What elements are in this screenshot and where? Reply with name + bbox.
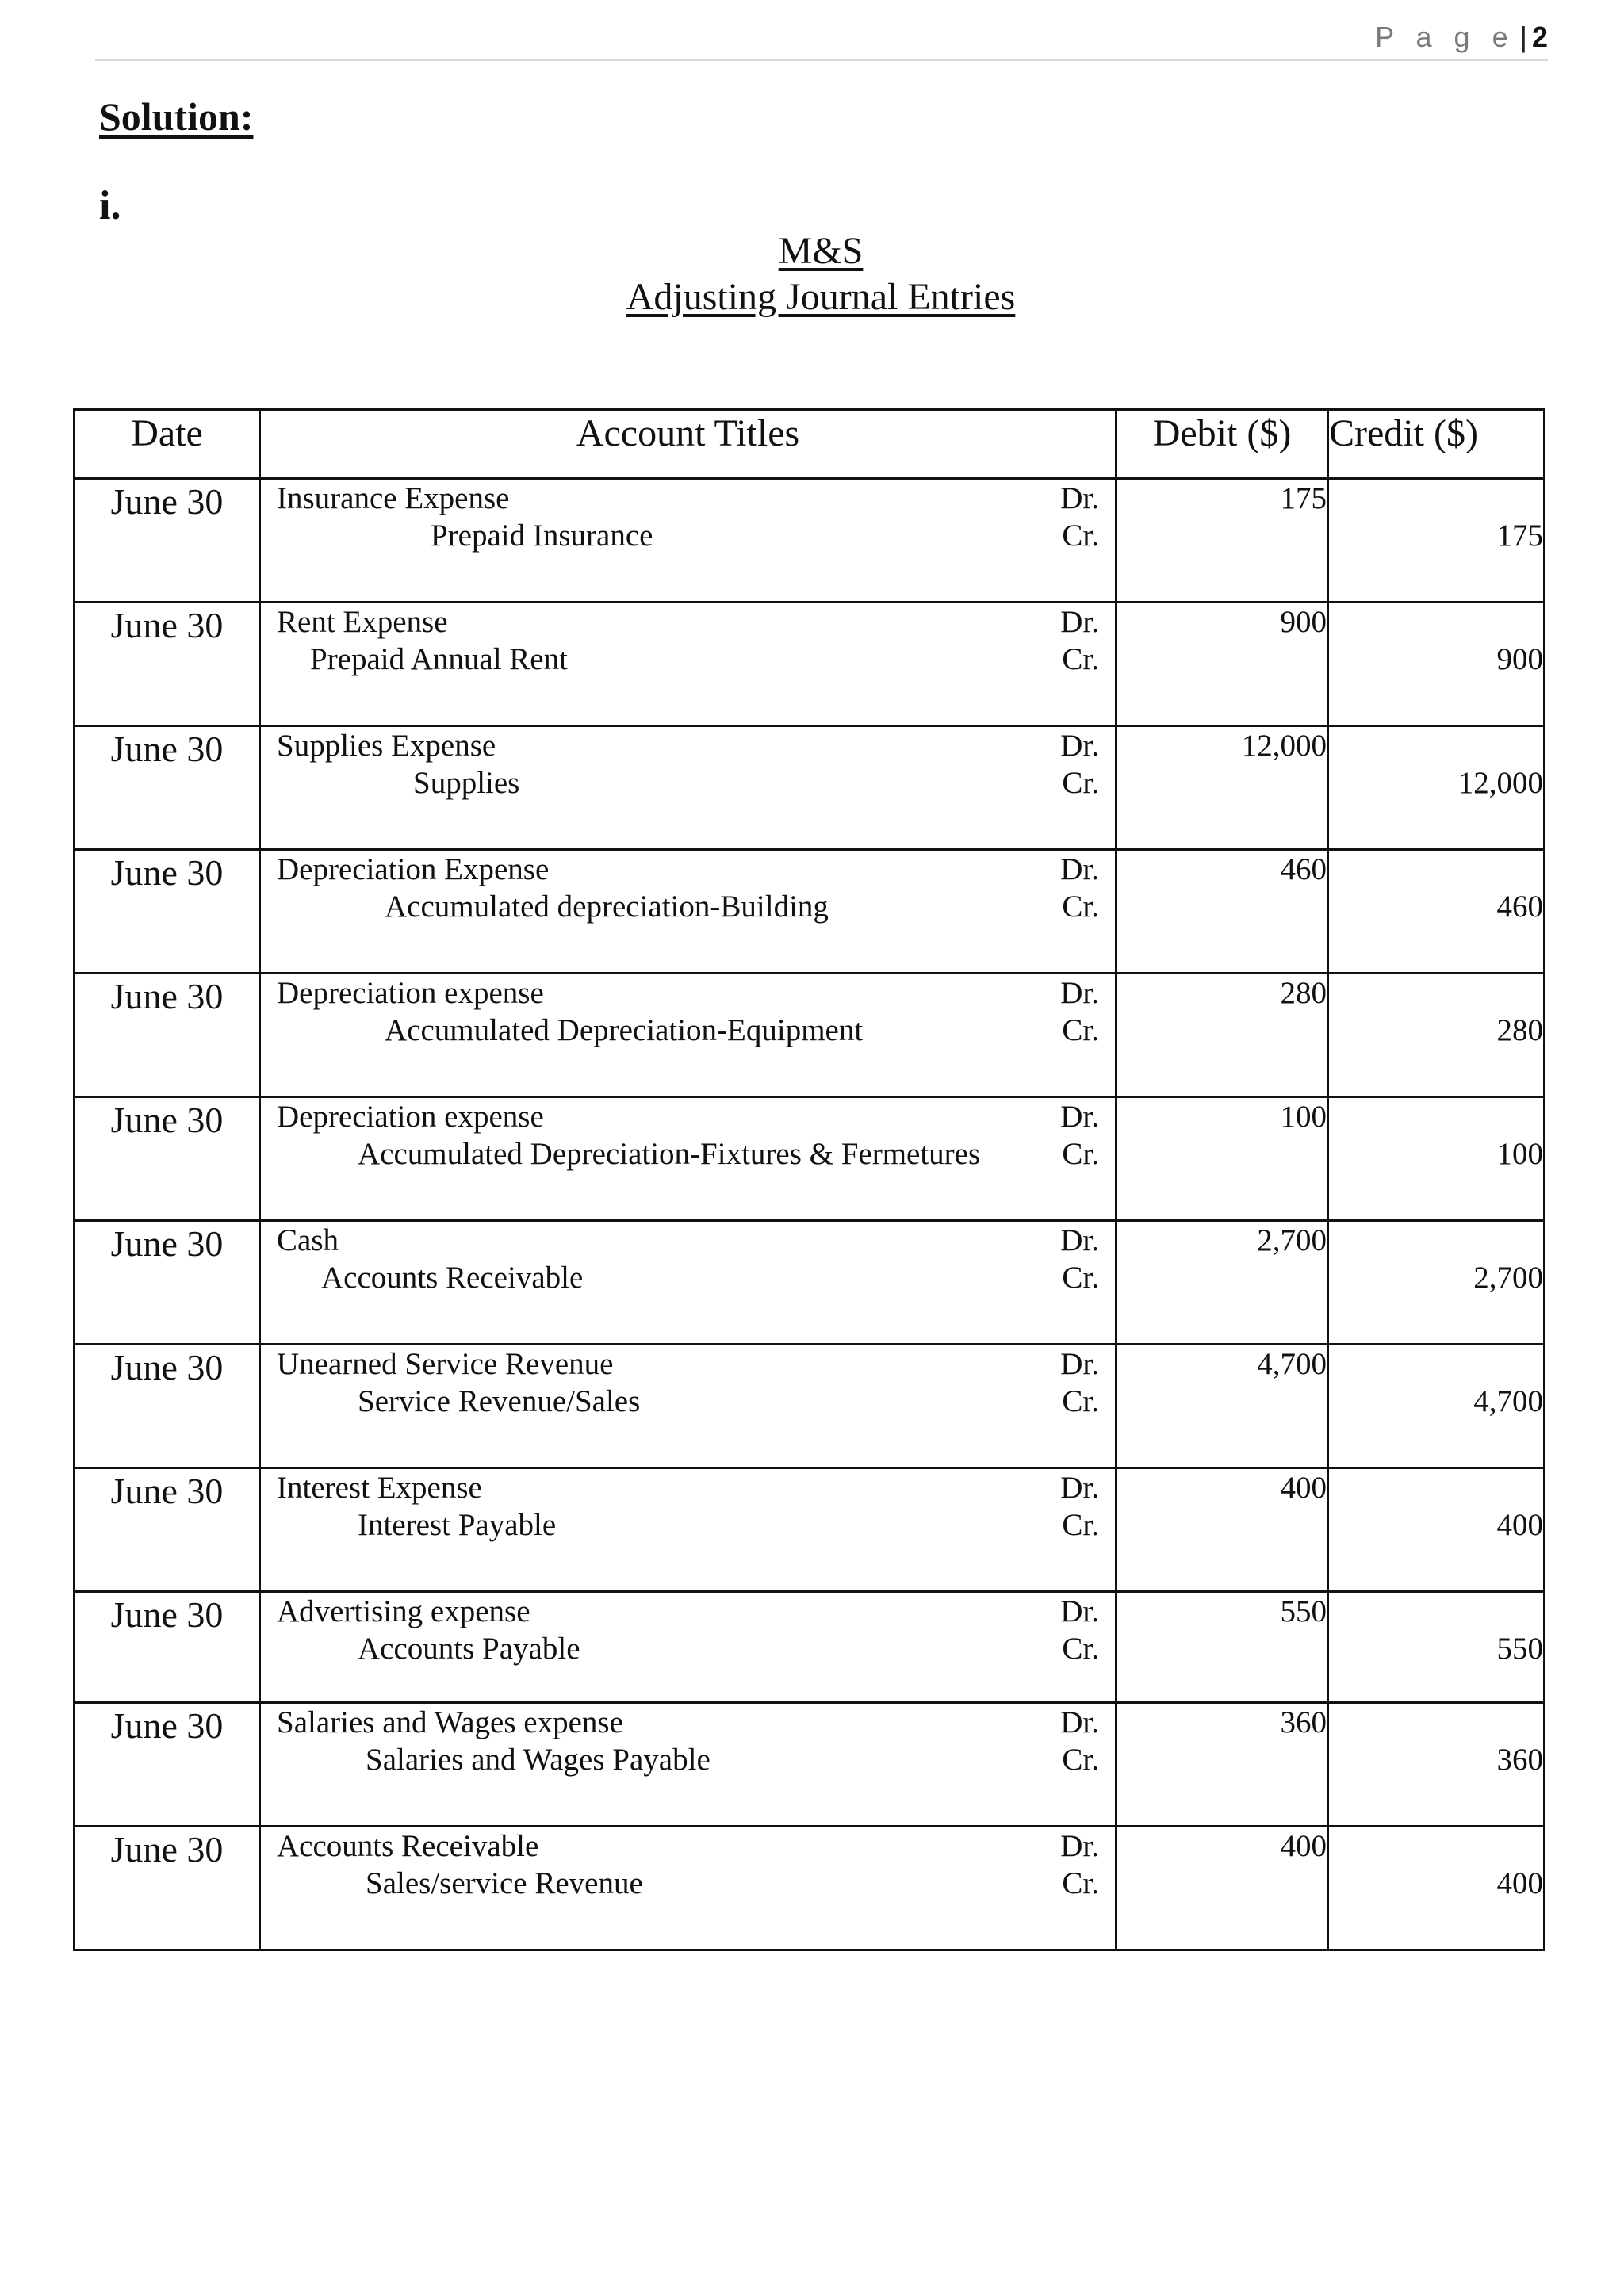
debit-account-title: Depreciation expense bbox=[277, 976, 544, 1010]
header-account-titles: Account Titles bbox=[260, 410, 1116, 479]
debit-line bbox=[261, 1098, 1115, 1135]
credit-amount-cell bbox=[1328, 603, 1545, 726]
credit-marker: Cr. bbox=[1062, 1632, 1099, 1666]
debit-account-title: Interest Expense bbox=[277, 1471, 482, 1505]
debit-marker: Dr. bbox=[1060, 976, 1099, 1010]
debit-account-title: Cash bbox=[277, 1223, 339, 1257]
debit-marker: Dr. bbox=[1060, 481, 1099, 515]
credit-marker: Cr. bbox=[1062, 1137, 1099, 1171]
credit-amount-cell bbox=[1328, 850, 1545, 974]
debit-marker: Dr. bbox=[1060, 1471, 1099, 1505]
credit-amount: 2,700 bbox=[1473, 1261, 1543, 1295]
credit-amount: 400 bbox=[1496, 1866, 1543, 1900]
entry-accounts bbox=[260, 1592, 1116, 1703]
credit-account-title: Prepaid Insurance bbox=[431, 519, 653, 553]
entry-date: June 30 bbox=[75, 1592, 260, 1703]
credit-amount-cell bbox=[1328, 1345, 1545, 1468]
debit-marker: Dr. bbox=[1060, 1223, 1099, 1257]
credit-marker: Cr. bbox=[1062, 1384, 1099, 1418]
credit-amount-cell bbox=[1328, 1703, 1545, 1827]
table-header-row bbox=[75, 410, 1545, 479]
debit-account-title: Rent Expense bbox=[277, 605, 448, 639]
debit-account-title: Depreciation expense bbox=[277, 1100, 544, 1134]
journal-entry-row bbox=[75, 1703, 1545, 1827]
debit-line bbox=[261, 1222, 1115, 1259]
part-label: i. bbox=[99, 183, 121, 228]
debit-line bbox=[261, 1593, 1115, 1630]
credit-amount: 175 bbox=[1496, 519, 1543, 553]
credit-amount: 280 bbox=[1496, 1013, 1543, 1047]
debit-amount: 400 bbox=[1116, 1468, 1328, 1592]
credit-account-title: Accumulated depreciation-Building bbox=[385, 890, 829, 924]
entry-date: June 30 bbox=[75, 1097, 260, 1221]
journal-entry-row bbox=[75, 726, 1545, 850]
entry-accounts bbox=[260, 726, 1116, 850]
entry-date: June 30 bbox=[75, 479, 260, 603]
credit-line bbox=[261, 1741, 1115, 1778]
entry-accounts bbox=[260, 1221, 1116, 1345]
credit-account-title: Sales/service Revenue bbox=[366, 1866, 643, 1900]
credit-amount: 360 bbox=[1496, 1743, 1543, 1777]
entry-accounts bbox=[260, 1703, 1116, 1827]
credit-account-title: Supplies bbox=[413, 766, 520, 800]
debit-account-title: Depreciation Expense bbox=[277, 852, 550, 886]
credit-amount-cell bbox=[1328, 1592, 1545, 1703]
debit-account-title: Supplies Expense bbox=[277, 729, 496, 763]
credit-line bbox=[261, 517, 1115, 554]
entry-date: June 30 bbox=[75, 850, 260, 974]
page-separator: | bbox=[1519, 21, 1527, 53]
credit-account-title: Salaries and Wages Payable bbox=[366, 1743, 710, 1777]
credit-marker: Cr. bbox=[1062, 766, 1099, 800]
page-number-label bbox=[1375, 21, 1548, 54]
debit-line bbox=[261, 1827, 1115, 1865]
debit-amount: 280 bbox=[1116, 974, 1328, 1097]
entry-date: June 30 bbox=[75, 1221, 260, 1345]
entry-accounts bbox=[260, 1468, 1116, 1592]
journal-entry-row bbox=[75, 1468, 1545, 1592]
credit-account-title: Accumulated Depreciation-Equipment bbox=[385, 1013, 864, 1047]
debit-account-title: Salaries and Wages expense bbox=[277, 1705, 623, 1739]
entry-accounts bbox=[260, 1097, 1116, 1221]
credit-amount-cell bbox=[1328, 479, 1545, 603]
debit-amount: 175 bbox=[1116, 479, 1328, 603]
entry-date: June 30 bbox=[75, 726, 260, 850]
debit-line bbox=[261, 1345, 1115, 1383]
journal-entry-row bbox=[75, 1097, 1545, 1221]
credit-marker: Cr. bbox=[1062, 519, 1099, 553]
journal-entry-row bbox=[75, 850, 1545, 974]
journal-entry-row bbox=[75, 603, 1545, 726]
credit-marker: Cr. bbox=[1062, 1743, 1099, 1777]
credit-marker: Cr. bbox=[1062, 1508, 1099, 1542]
debit-amount: 360 bbox=[1116, 1703, 1328, 1827]
debit-marker: Dr. bbox=[1060, 852, 1099, 886]
journal-table bbox=[73, 408, 1545, 1951]
debit-line bbox=[261, 1469, 1115, 1506]
credit-account-title: Accounts Receivable bbox=[321, 1261, 584, 1295]
credit-marker: Cr. bbox=[1062, 890, 1099, 924]
entry-accounts bbox=[260, 974, 1116, 1097]
debit-line bbox=[261, 603, 1115, 641]
entry-accounts bbox=[260, 1827, 1116, 1950]
page-word: P a g e bbox=[1375, 21, 1515, 53]
debit-amount: 4,700 bbox=[1116, 1345, 1328, 1468]
entry-date: June 30 bbox=[75, 1468, 260, 1592]
debit-account-title: Advertising expense bbox=[277, 1594, 530, 1628]
header-date: Date bbox=[75, 410, 260, 479]
journal-entry-row bbox=[75, 1827, 1545, 1950]
debit-line bbox=[261, 851, 1115, 888]
debit-amount: 12,000 bbox=[1116, 726, 1328, 850]
header-debit: Debit ($) bbox=[1116, 410, 1328, 479]
entry-accounts bbox=[260, 850, 1116, 974]
debit-amount: 400 bbox=[1116, 1827, 1328, 1950]
page-number: 2 bbox=[1531, 21, 1548, 53]
solution-heading: Solution: bbox=[99, 94, 254, 139]
journal-body bbox=[75, 479, 1545, 1950]
credit-line bbox=[261, 888, 1115, 925]
debit-account-title: Insurance Expense bbox=[277, 481, 510, 515]
entry-date: June 30 bbox=[75, 1703, 260, 1827]
debit-amount: 460 bbox=[1116, 850, 1328, 974]
credit-amount: 100 bbox=[1496, 1137, 1543, 1171]
debit-marker: Dr. bbox=[1060, 1594, 1099, 1628]
credit-amount: 12,000 bbox=[1457, 766, 1543, 800]
debit-amount: 900 bbox=[1116, 603, 1328, 726]
debit-amount: 100 bbox=[1116, 1097, 1328, 1221]
journal-entry-row bbox=[75, 479, 1545, 603]
credit-account-title: Accumulated Depreciation-Fixtures & Fermetures bbox=[358, 1137, 981, 1171]
journal-subtitle: Adjusting Journal Entries bbox=[626, 276, 1016, 318]
debit-marker: Dr. bbox=[1060, 605, 1099, 639]
debit-account-title: Unearned Service Revenue bbox=[277, 1347, 614, 1381]
credit-line bbox=[261, 1865, 1115, 1902]
journal-title-block bbox=[0, 228, 1624, 320]
credit-line bbox=[261, 1506, 1115, 1544]
debit-amount: 550 bbox=[1116, 1592, 1328, 1703]
debit-marker: Dr. bbox=[1060, 729, 1099, 763]
company-name: M&S bbox=[778, 230, 864, 272]
journal-entry-row bbox=[75, 1221, 1545, 1345]
credit-line bbox=[261, 641, 1115, 678]
credit-marker: Cr. bbox=[1062, 1261, 1099, 1295]
entry-accounts bbox=[260, 1345, 1116, 1468]
credit-amount-cell bbox=[1328, 1827, 1545, 1950]
credit-account-title: Accounts Payable bbox=[358, 1632, 580, 1666]
entry-date: June 30 bbox=[75, 1345, 260, 1468]
credit-line bbox=[261, 1135, 1115, 1173]
credit-amount-cell bbox=[1328, 1097, 1545, 1221]
entry-date: June 30 bbox=[75, 603, 260, 726]
header-credit: Credit ($) bbox=[1328, 410, 1545, 479]
credit-amount: 550 bbox=[1496, 1632, 1543, 1666]
entry-date: June 30 bbox=[75, 1827, 260, 1950]
journal-entry-row bbox=[75, 974, 1545, 1097]
debit-line bbox=[261, 480, 1115, 517]
credit-account-title: Interest Payable bbox=[358, 1508, 557, 1542]
credit-amount: 4,700 bbox=[1473, 1384, 1543, 1418]
credit-account-title: Service Revenue/Sales bbox=[358, 1384, 641, 1418]
credit-line bbox=[261, 1383, 1115, 1420]
debit-line bbox=[261, 974, 1115, 1012]
credit-marker: Cr. bbox=[1062, 1013, 1099, 1047]
debit-marker: Dr. bbox=[1060, 1347, 1099, 1381]
entry-accounts bbox=[260, 479, 1116, 603]
debit-account-title: Accounts Receivable bbox=[277, 1829, 539, 1863]
credit-marker: Cr. bbox=[1062, 642, 1099, 676]
debit-line bbox=[261, 1704, 1115, 1741]
debit-amount: 2,700 bbox=[1116, 1221, 1328, 1345]
entry-date: June 30 bbox=[75, 974, 260, 1097]
credit-amount-cell bbox=[1328, 1221, 1545, 1345]
debit-line bbox=[261, 727, 1115, 764]
credit-amount: 460 bbox=[1496, 890, 1543, 924]
journal-entry-row bbox=[75, 1345, 1545, 1468]
credit-amount-cell bbox=[1328, 1468, 1545, 1592]
debit-marker: Dr. bbox=[1060, 1705, 1099, 1739]
credit-amount: 900 bbox=[1496, 642, 1543, 676]
entry-accounts bbox=[260, 603, 1116, 726]
debit-marker: Dr. bbox=[1060, 1829, 1099, 1863]
debit-marker: Dr. bbox=[1060, 1100, 1099, 1134]
journal-entry-row bbox=[75, 1592, 1545, 1703]
credit-line bbox=[261, 1259, 1115, 1296]
credit-amount-cell bbox=[1328, 726, 1545, 850]
credit-amount: 400 bbox=[1496, 1508, 1543, 1542]
credit-line bbox=[261, 1630, 1115, 1667]
credit-marker: Cr. bbox=[1062, 1866, 1099, 1900]
credit-amount-cell bbox=[1328, 974, 1545, 1097]
credit-line bbox=[261, 764, 1115, 802]
credit-account-title: Prepaid Annual Rent bbox=[310, 642, 568, 676]
header-rule bbox=[95, 59, 1548, 61]
credit-line bbox=[261, 1012, 1115, 1049]
